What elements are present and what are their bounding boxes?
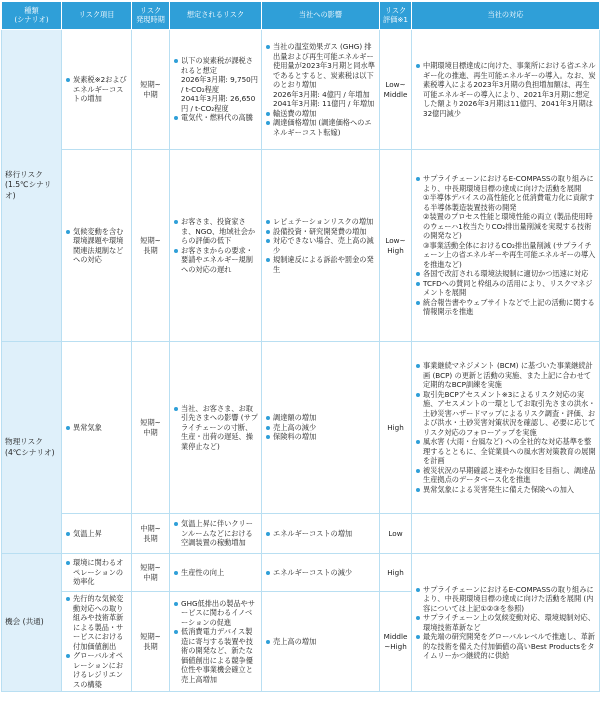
risk-item [62,342,132,514]
list-item: エネルギーコストの減少 [265,568,376,578]
assumed-risk-cell [170,342,262,514]
category-transition: 移行リスク (1.5℃シナリオ) [2,30,62,342]
impact-cell [262,554,380,592]
assumed-risk-cell [170,30,262,150]
list-item: 異常気象 [65,423,128,433]
list-item: ③事業活動全体におけるCO₂排出量削減 (サプライチェーン上の省エネルギーや再生可能エネルギーの導入を推進など) [423,240,596,269]
list-item: エネルギーコストの増加 [265,529,376,539]
list-item: 輸送費の増加 [265,109,376,119]
list-item: 先行的な気候変動対応への取り組みや技術革新による製品・サービスにおける付加価値創出 [65,594,128,651]
response-cell [412,150,600,342]
risk-item [62,30,132,150]
impact-cell [262,592,380,692]
list-item: ②装置のプロセス性能と環境性能の両立 (製品使用時のウェーハ1枚当たりCO₂排出量削減を実現する技術の開発など) [423,212,593,241]
table-row [2,342,600,514]
risk-item [62,150,132,342]
timing-cell: 短期~ 中期 [132,554,170,592]
impact-cell [262,30,380,150]
list-item: 売上高の減少 [265,423,376,433]
list-item: TCFDへの賛同と枠組みの活用により、リスクマネジメントを展開 [415,279,596,298]
list-item: お客さまからの要求・要請やエネルギー規制への対応の遅れ [173,246,258,275]
list-item: 低消費電力デバイス製造に寄与する装置や技術の開発など、新たな価値創出による競争優位性や事業機会確立と売上高増加 [173,627,258,684]
list-item: サプライチェーンにおけるE-COMPASSの取り組みにより、中長期環境目標の達成に向けた活動を展開 (内容については上記①②③を参照) [415,585,596,614]
evaluation-cell: Low~ High [380,150,412,342]
table-row [2,150,600,342]
list-item: 事業継続マネジメント (BCM) に基づいた事業継続計画 (BCP) の更新と活動の実施、また上記に合わせて定期的なBCP訓練を実施 [415,361,596,390]
header-row [2,2,600,30]
list-item: 生産性の向上 [173,568,258,578]
impact-cell [262,342,380,514]
risk-item [62,592,132,692]
assumed-risk-cell [170,554,262,592]
impact-cell [262,514,380,554]
header-evaluation: リスク 評価※1 [380,2,412,30]
list-item: 中期環境目標達成に向けた、事業所における省エネルギー化の推進、再生可能エネルギーの導入。なお、炭素税導入による2023年3月期の負担増加額は、再生可能エネルギーの導入により、2021年3月期に想定した額より2026年3月期は11億円、2041年3月期は32億円減少 [415,61,596,118]
evaluation-cell: High [380,342,412,514]
timing-cell: 短期~ 中期 [132,342,170,514]
impact-cell [262,150,380,342]
header-risk-item: リスク項目 [62,2,132,30]
list-item: 売上高の増加 [265,637,376,647]
assumed-risk-cell [170,150,262,342]
list-item: 気温上昇 [65,529,128,539]
list-item: 対応できない場合、売上高の減少 [265,236,376,255]
list-item: 調達額の増加 [265,413,376,423]
category-opportunity: 機会 (共通) [2,554,62,692]
table-row [2,30,600,150]
list-item: グローバルオペレーションにおけるレジリエンスの構築 [65,651,128,689]
evaluation-cell: Middle ~High [380,592,412,692]
list-item: 当社、お客さま、お取引先さまへの影響 (サプライチェーンの寸断、生産・出荷の遅延、操業停止など) [173,404,258,452]
list-item: 気温上昇に伴いクリーンルームなどにおける空調装置の稼動増加 [173,519,258,548]
timing-cell: 短期~ 長期 [132,592,170,692]
header-assumed-risk: 想定されるリスク [170,2,262,30]
list-item: 気候変動を含む環境課題や環境関連法規制などへの対応 [65,227,128,265]
assumed-risk-cell [170,592,262,692]
list-item: 保険料の増加 [265,432,376,442]
header-timing: リスク 発現時期 [132,2,170,30]
evaluation-cell: Low [380,514,412,554]
list-item: お客さま、投資家さま、NGO、地域社会からの評価の低下 [173,217,258,246]
timing-cell: 短期~ 中期 [132,30,170,150]
category-physical: 物理リスク (4℃シナリオ) [2,342,62,554]
list-item: 各国で改訂される環境法規制に適切かつ迅速に対応 [415,269,596,279]
list-item: 異常気象による災害発生に備えた保険への加入 [415,485,596,495]
list-item: 被災状況の早期確認と速やかな復旧を目指し、調達品生産拠点のデータベース化を推進 [415,466,596,485]
list-item: サプライチェーンにおけるE-COMPASSの取り組みにより、中長期環境目標の達成に向けた活動を展開 [415,174,596,193]
list-item: 電気代・燃料代の高騰 [173,113,258,123]
list-item: 以下の炭素税が課税されると想定 2026年3月期: 9,750円 / t-CO₂程度 2041年3月期: 26,650円 / t-CO₂程度 [173,56,258,113]
response-cell [412,30,600,150]
timing-cell: 短期~ 長期 [132,150,170,342]
list-item: サプライチェーン上の気候変動対応、環境規制対応、環境技術革新など [415,613,596,632]
climate-risk-table [1,1,600,692]
response-cell-empty [412,514,600,554]
assumed-risk-cell [170,514,262,554]
list-item: 炭素税※2およびエネルギーコストの増加 [65,75,128,104]
list-item: 環境に関わるオペレーションの効率化 [65,558,128,587]
list-item: ①半導体デバイスの高性能化と低消費電力化に貢献する半導体製造装置技術の開発 [423,193,595,212]
response-cell [412,342,600,514]
list-item: 調達価格増加 (調達価格へのエネルギーコスト転嫁) [265,118,376,137]
list-item: レピュテーションリスクの増加 [265,217,376,227]
list-item: 設備投資・研究開発費の増加 [265,227,376,237]
list-item: 規制違反による訴訟や罰金の発生 [265,255,376,274]
list-item: 風水害 (大雨・台風など) への全社的な対応基準を整理するとともに、全従業員への風水害対策教育の展開を計画 [415,437,596,466]
timing-cell: 中期~ 長期 [132,514,170,554]
evaluation-cell: High [380,554,412,592]
list-item: 統合報告書やウェブサイトなどで上記の活動に関する情報開示を推進 [415,298,596,317]
header-category: 種類 (シナリオ) [2,2,62,30]
list-item: 当社の温室効果ガス (GHG) 排出量および再生可能エネルギー使用量が2023年3月期と同水準であるとすると、炭素税は以下のとおり増加 2026年3月期: 4億円 / 年増加 2041年3月期: 11億円 / 年増加 [265,42,376,109]
table-row [2,514,600,554]
risk-item [62,514,132,554]
risk-item [62,554,132,592]
list-item: 取引先BCPアセスメント※3によるリスク対応の実施、アセスメントの一環としてお取引先さまの洪水・土砂災害ハザードマップによるリスク調査・評価、および洪水・土砂災害対策状況を確認し、必要に応じてリスク対応のフォローアップを実施 [415,390,596,438]
table-row [2,554,600,592]
evaluation-cell: Low~ Middle [380,30,412,150]
header-response: 当社の対応 [412,2,600,30]
opportunity-response-cell [412,554,600,692]
list-item: GHG低排出の製品やサービスに関わるイノベーションの促進 [173,599,258,628]
list-item: 最先端の研究開発をグローバルレベルで推進し、革新的な技術を備えた付加価値の高いBest Productsをタイムリーかつ継続的に供給 [415,632,596,661]
header-impact: 当社への影響 [262,2,380,30]
